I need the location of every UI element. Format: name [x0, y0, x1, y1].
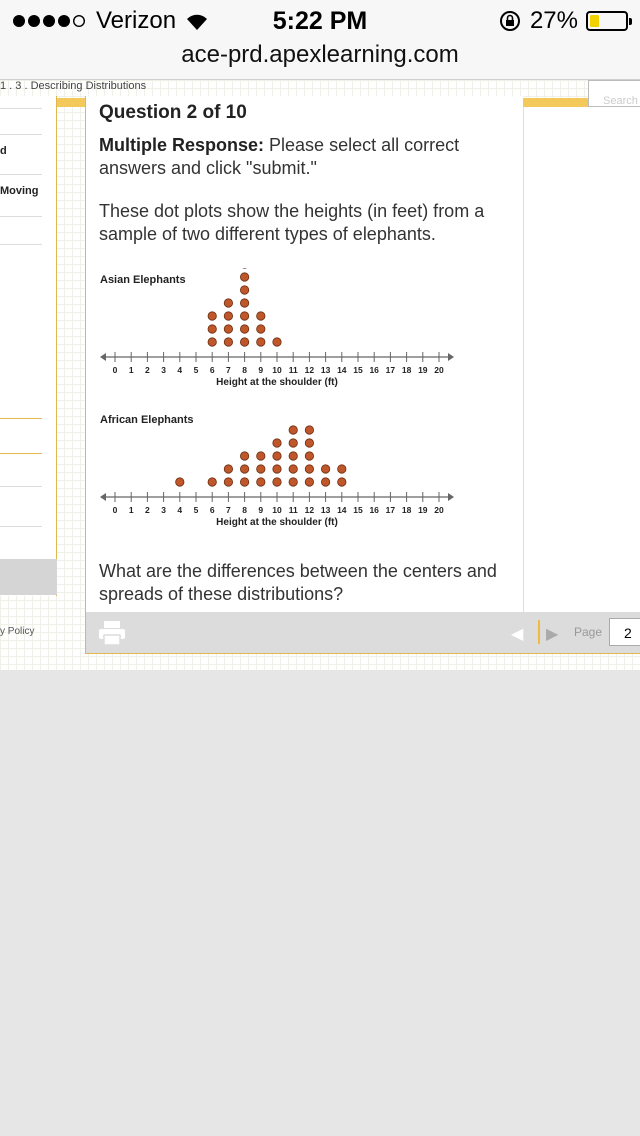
data-dot	[208, 312, 216, 320]
x-tick-label: 7	[226, 505, 231, 515]
data-dot	[257, 338, 265, 346]
x-tick-label: 18	[401, 365, 412, 375]
sidebar-divider	[0, 486, 42, 487]
data-dot	[224, 299, 232, 307]
question-instructions	[99, 134, 509, 180]
battery-level	[590, 15, 599, 27]
x-tick-label: 13	[320, 365, 331, 375]
question-toolbar	[85, 612, 640, 654]
status-time: 5:22 PM	[272, 7, 368, 35]
data-dot	[289, 478, 297, 486]
next-page-icon[interactable]: ▶	[546, 626, 559, 643]
x-tick-label: 14	[337, 365, 347, 375]
web-page	[0, 80, 640, 670]
dot-plots-figure	[100, 268, 500, 548]
sidebar-item[interactable]	[0, 216, 42, 244]
x-tick-label: 16	[369, 365, 379, 375]
x-axis-label: Height at the shoulder (ft)	[216, 517, 338, 528]
sidebar-item[interactable]: d	[0, 134, 42, 174]
x-tick-label: 10	[272, 505, 282, 515]
axis-left-arrow	[100, 493, 106, 501]
page-number-input[interactable]: 2	[609, 618, 640, 646]
x-tick-label: 15	[353, 365, 363, 375]
sidebar-item-moving[interactable]: Moving	[0, 174, 42, 216]
x-tick-label: 2	[145, 505, 150, 515]
privacy-policy-link[interactable]: y Policy	[0, 626, 35, 637]
data-dot	[224, 338, 232, 346]
data-dot	[305, 465, 313, 473]
data-dot	[321, 465, 329, 473]
data-dot	[257, 312, 265, 320]
data-dot	[240, 286, 248, 294]
x-tick-label: 9	[258, 505, 264, 515]
x-tick-label: 20	[434, 365, 444, 375]
data-dot	[305, 478, 313, 486]
x-tick-label: 14	[337, 505, 347, 515]
x-tick-label: 5	[193, 505, 199, 515]
question-title: Question 2 of 10	[99, 102, 247, 123]
data-dot	[305, 439, 313, 447]
data-dot	[208, 478, 216, 486]
data-dot	[224, 465, 232, 473]
data-dot	[305, 452, 313, 460]
data-dot	[240, 325, 248, 333]
x-tick-label: 19	[418, 505, 428, 515]
lesson-sidebar	[0, 96, 57, 596]
data-dot	[224, 312, 232, 320]
x-tick-label: 0	[112, 365, 118, 375]
sidebar-footer-button[interactable]	[0, 559, 57, 595]
data-dot	[273, 478, 281, 486]
question-prompt: What are the differences between the centers and spreads of these distributions?	[99, 561, 497, 604]
x-tick-label: 17	[385, 365, 396, 375]
axis-right-arrow	[448, 493, 454, 501]
x-tick-label: 8	[242, 505, 247, 515]
x-tick-label: 6	[209, 365, 215, 375]
x-tick-label: 12	[304, 505, 315, 515]
x-tick-label: 17	[385, 505, 396, 515]
data-dot	[208, 325, 216, 333]
data-dot	[240, 465, 248, 473]
right-panel	[523, 107, 640, 612]
data-dot	[240, 273, 248, 281]
x-tick-label: 4	[177, 365, 183, 375]
data-dot	[338, 478, 346, 486]
data-dot	[240, 452, 248, 460]
x-tick-label: 3	[161, 505, 166, 515]
x-tick-label: 0	[112, 505, 118, 515]
axis-left-arrow	[100, 353, 106, 361]
data-dot	[273, 452, 281, 460]
x-tick-label: 3	[161, 365, 166, 375]
x-tick-label: 1	[128, 505, 134, 515]
x-axis-label: Height at the shoulder (ft)	[216, 377, 338, 388]
sidebar-divider	[0, 418, 42, 419]
data-dot	[289, 439, 297, 447]
carrier-name: Verizon	[96, 7, 177, 34]
data-dot	[273, 338, 281, 346]
data-dot	[257, 478, 265, 486]
x-tick-label: 15	[353, 505, 363, 515]
x-tick-label: 6	[209, 505, 215, 515]
axis-right-arrow	[448, 353, 454, 361]
search-input[interactable]: Search	[588, 80, 640, 107]
data-dot	[305, 426, 313, 434]
data-dot	[224, 478, 232, 486]
status-bar	[0, 0, 640, 40]
nav-divider	[538, 620, 540, 644]
breadcrumb: 1 . 3 . Describing Distributions	[0, 80, 147, 92]
chart-title: African Elephants	[100, 414, 194, 426]
data-dot	[224, 325, 232, 333]
chart-title: Asian Elephants	[100, 274, 186, 286]
data-dot	[208, 338, 216, 346]
x-tick-label: 9	[258, 365, 264, 375]
data-dot	[273, 439, 281, 447]
data-dot	[257, 465, 265, 473]
data-dot	[240, 478, 248, 486]
status-right	[498, 7, 628, 35]
x-tick-label: 5	[193, 365, 199, 375]
x-tick-label: 16	[369, 505, 379, 515]
x-tick-label: 19	[418, 365, 428, 375]
rotation-lock-icon	[498, 9, 522, 33]
battery-percent: 27%	[529, 7, 578, 34]
x-tick-label: 18	[401, 505, 412, 515]
x-tick-label: 10	[272, 365, 282, 375]
x-tick-label: 12	[304, 365, 315, 375]
x-tick-label: 4	[177, 505, 183, 515]
data-dot	[321, 478, 329, 486]
x-tick-label: 13	[320, 505, 331, 515]
battery-icon	[586, 11, 628, 31]
sidebar-divider	[0, 244, 42, 245]
print-icon[interactable]	[98, 620, 126, 646]
data-dot	[257, 325, 265, 333]
data-dot	[240, 299, 248, 307]
data-dot	[338, 465, 346, 473]
x-tick-label: 2	[145, 365, 150, 375]
question-type-text: Please select all correct answers and click "submit."	[99, 135, 460, 178]
data-dot	[176, 478, 184, 486]
data-dot	[257, 452, 265, 460]
data-dot	[289, 465, 297, 473]
x-tick-label: 1	[128, 365, 134, 375]
url-bar[interactable]: ace-prd.apexlearning.com	[0, 40, 640, 80]
data-dot	[289, 452, 297, 460]
x-tick-label: 11	[288, 365, 298, 375]
sidebar-divider	[0, 453, 42, 454]
x-tick-label: 11	[288, 505, 298, 515]
data-dot	[240, 338, 248, 346]
data-dot	[289, 426, 297, 434]
data-dot	[240, 312, 248, 320]
x-tick-label: 8	[242, 365, 247, 375]
x-tick-label: 7	[226, 365, 231, 375]
question-intro: These dot plots show the heights (in feet) from a sample of two different types of elephants.	[99, 201, 485, 244]
question-panel	[85, 96, 523, 612]
page-label: Page	[574, 625, 603, 639]
question-type-label: Multiple Response:	[99, 135, 265, 155]
sidebar-divider	[0, 526, 42, 527]
data-dot	[273, 465, 281, 473]
sidebar-item[interactable]	[0, 108, 42, 134]
x-tick-label: 20	[434, 505, 444, 515]
previous-page-icon[interactable]: ◀	[511, 626, 524, 643]
